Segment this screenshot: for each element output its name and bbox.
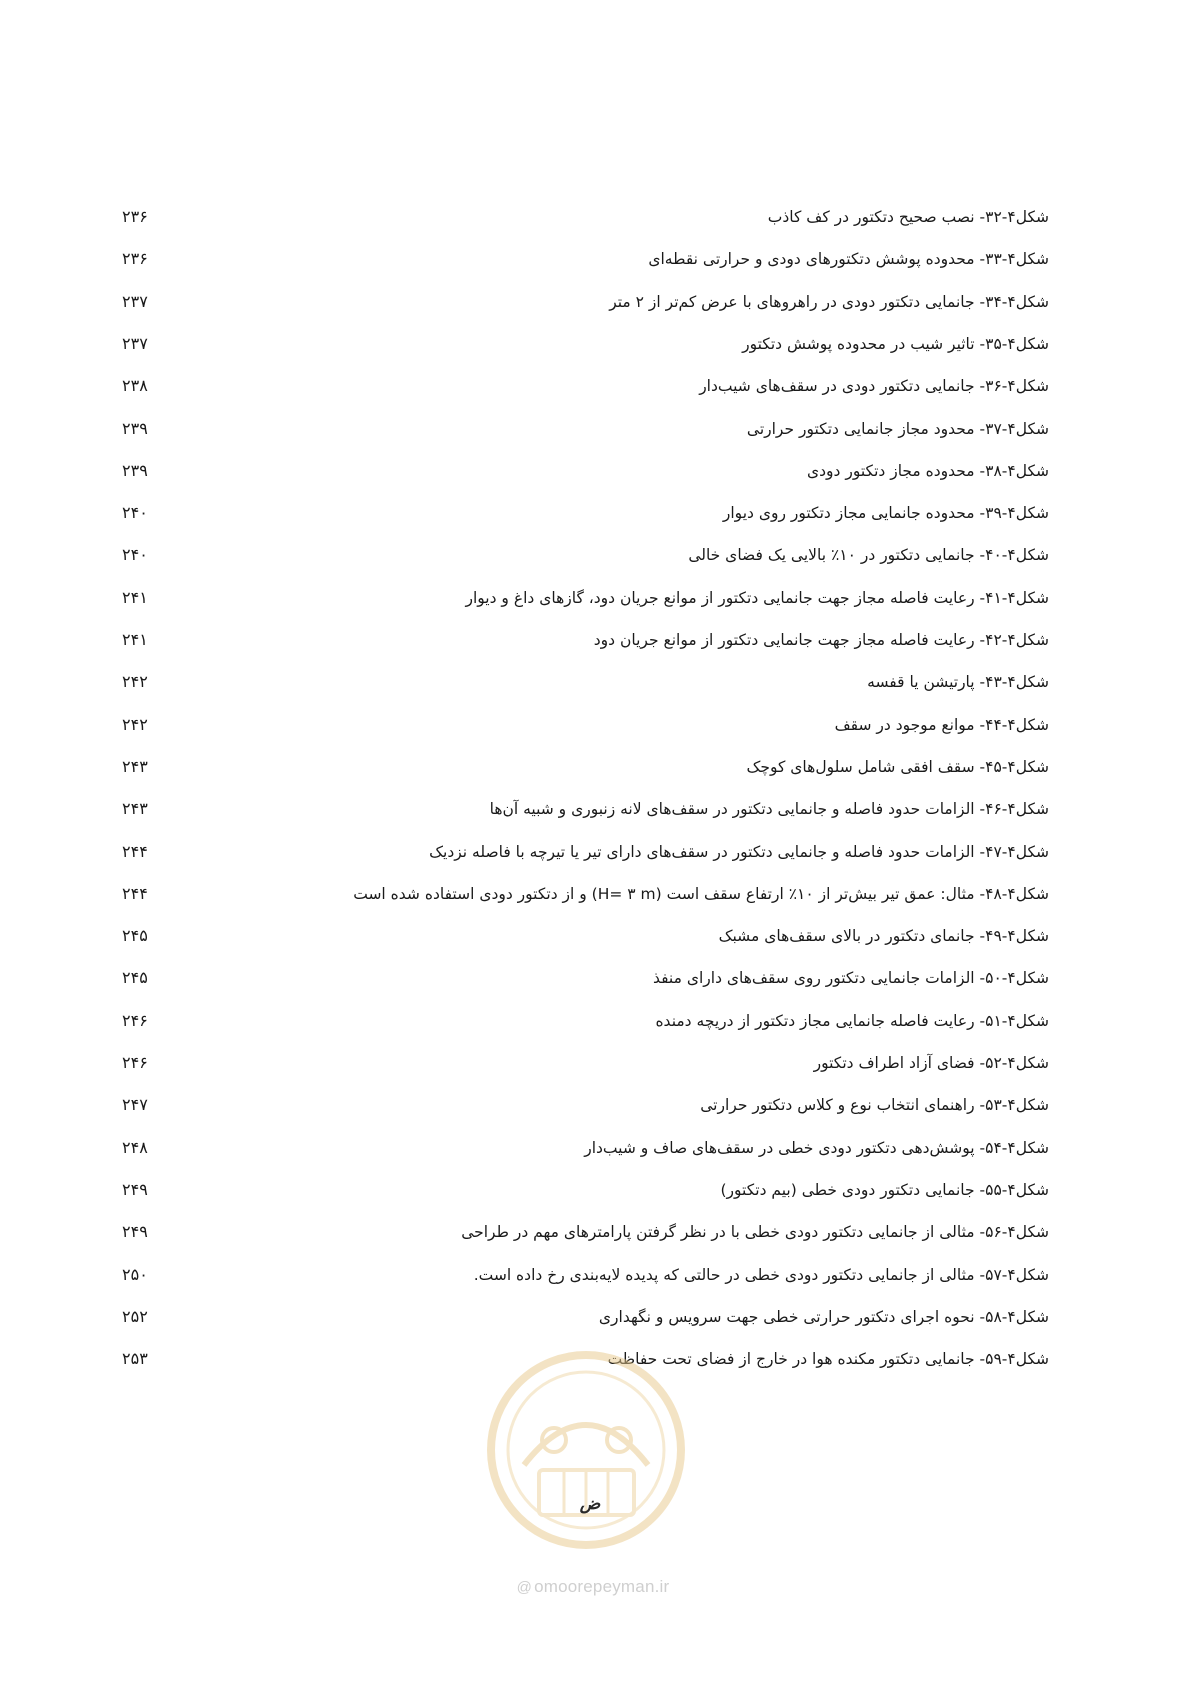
toc-title: شکل۴-۳۸- محدوده مجاز دتکتور دودی [806, 461, 1049, 480]
toc-row [0, 413, 1191, 445]
toc-title: شکل۴-۳۴- جانمایی دتکتور دودی در راهروهای با عرض کم‌تر از ۲ متر [609, 292, 1049, 311]
toc-title: شکل۴-۴۵- سقف افقی شامل سلول‌های کوچک [746, 757, 1049, 776]
figure-list [0, 207, 1191, 1455]
toc-row [0, 1005, 1191, 1037]
toc-page-number: ۲۵۲ [122, 1306, 148, 1326]
toc-title: شکل۴-۴۶- الزامات حدود فاصله و جانمایی دتکتور در سقف‌های لانه زنبوری و شبیه آن‌ها [489, 800, 1049, 819]
toc-row [0, 878, 1191, 910]
page-letter: ض [579, 1494, 601, 1514]
toc-row [0, 1089, 1191, 1121]
toc-page-number: ۲۴۹ [122, 1222, 148, 1242]
toc-title: شکل۴-۳۶- جانمایی دتکتور دودی در سقف‌های شیب‌دار [699, 377, 1049, 396]
toc-title: شکل۴-۵۸- نحوه اجرای دتکتور حرارتی خطی جهت سرویس و نگهداری [598, 1307, 1049, 1326]
toc-page-number: ۲۳۷ [122, 291, 148, 311]
at-sign-icon: @ [516, 1579, 533, 1596]
toc-page-number: ۲۴۸ [122, 1137, 148, 1157]
toc-row [0, 497, 1191, 529]
toc-row [0, 1216, 1191, 1248]
toc-row [0, 1301, 1191, 1333]
toc-title: شکل۴-۴۸- مثال: عمق تیر بیش‌تر از ۱۰٪ ارتفاع سقف است (H= ۳ m) و از دتکتور دودی استفاده شده است [353, 884, 1049, 903]
toc-title: شکل۴-۴۰- جانمایی دتکتور در ۱۰٪ بالایی یک فضای خالی [688, 546, 1049, 565]
toc-row [0, 201, 1191, 233]
toc-row [0, 539, 1191, 571]
toc-row [0, 836, 1191, 868]
toc-row [0, 1132, 1191, 1164]
toc-row [0, 1343, 1191, 1375]
toc-title: شکل۴-۴۳- پارتیشن یا قفسه [867, 673, 1049, 692]
toc-page-number: ۲۳۸ [122, 376, 148, 396]
toc-title: شکل۴-۵۹- جانمایی دتکتور مکنده هوا در خارج از فضای تحت حفاظت [607, 1350, 1049, 1369]
toc-row [0, 962, 1191, 994]
toc-row [0, 1259, 1191, 1291]
toc-title: شکل۴-۵۶- مثالی از جانمایی دتکتور دودی خطی با در نظر گرفتن پارامترهای مهم در طراحی [461, 1223, 1049, 1242]
toc-row [0, 1047, 1191, 1079]
toc-page-number: ۲۴۲ [122, 714, 148, 734]
toc-row [0, 920, 1191, 952]
toc-row [0, 709, 1191, 741]
watermark-url-text: omoorepeyman.ir [534, 1577, 670, 1596]
toc-page-number: ۲۵۳ [122, 1349, 148, 1369]
toc-title: شکل۴-۴۱- رعایت فاصله مجاز جهت جانمایی دتکتور از موانع جریان دود، گازهای داغ و دیوار [465, 588, 1049, 607]
toc-row [0, 624, 1191, 656]
toc-page-number: ۲۴۹ [122, 1179, 148, 1199]
toc-title: شکل۴-۴۴- موانع موجود در سقف [834, 715, 1049, 734]
toc-page-number: ۲۴۴ [122, 883, 148, 903]
toc-title: شکل۴-۳۳- محدوده پوشش دتکتورهای دودی و حرارتی نقطه‌ای [648, 250, 1049, 269]
toc-page-number: ۲۵۰ [122, 1264, 148, 1284]
toc-row [0, 243, 1191, 275]
toc-title: شکل۴-۳۵- تاثیر شیب در محدوده پوشش دتکتور [742, 334, 1049, 353]
toc-title: شکل۴-۴۷- الزامات حدود فاصله و جانمایی دتکتور در سقف‌های دارای تیر یا تیرچه با فاصله نزدیک [429, 842, 1049, 861]
toc-row [0, 370, 1191, 402]
toc-title: شکل۴-۵۴- پوشش‌دهی دتکتور دودی خطی در سقف‌های صاف و شیب‌دار [584, 1138, 1049, 1157]
toc-row [0, 582, 1191, 614]
toc-page-number: ۲۴۵ [122, 926, 148, 946]
toc-page-number: ۲۳۹ [122, 418, 148, 438]
toc-row [0, 286, 1191, 318]
toc-page-number: ۲۳۶ [122, 207, 148, 226]
toc-page-number: ۲۴۱ [122, 630, 148, 649]
toc-row [0, 1174, 1191, 1206]
toc-title: شکل۴-۳۷- محدود مجاز جانمایی دتکتور حرارتی [746, 419, 1049, 438]
toc-title: شکل۴-۳۲- نصب صحیح دتکتور در کف کاذب [767, 208, 1049, 226]
toc-title: شکل۴-۵۱- رعایت فاصله جانمایی مجاز دتکتور از دریچه دمنده [655, 1011, 1049, 1030]
toc-page-number: ۲۴۶ [122, 1010, 148, 1030]
toc-row [0, 328, 1191, 360]
toc-row [0, 751, 1191, 783]
toc-page-number: ۲۴۴ [122, 841, 148, 861]
toc-page-number: ۲۴۷ [122, 1095, 148, 1115]
toc-title: شکل۴-۵۵- جانمایی دتکتور دودی خطی (بیم دتکتور) [720, 1180, 1049, 1199]
toc-page-number: ۲۴۰ [122, 503, 148, 523]
toc-page-number: ۲۴۳ [122, 799, 148, 819]
toc-page-number: ۲۴۶ [122, 1053, 148, 1072]
toc-title: شکل۴-۴۲- رعایت فاصله مجاز جهت جانمایی دتکتور از موانع جریان دود [593, 631, 1049, 649]
toc-row [0, 455, 1191, 487]
toc-title: شکل۴-۵۳- راهنمای انتخاب نوع و کلاس دتکتور حرارتی [700, 1096, 1049, 1115]
toc-page-number: ۲۳۹ [122, 460, 148, 480]
toc-title: شکل۴-۵۲- فضای آزاد اطراف دتکتور [813, 1054, 1049, 1072]
toc-title: شکل۴-۳۹- محدوده جانمایی مجاز دتکتور روی دیوار [722, 504, 1049, 523]
toc-row [0, 793, 1191, 825]
toc-page-number: ۲۴۵ [122, 968, 148, 988]
toc-title: شکل۴-۴۹- جانمای دتکتور در بالای سقف‌های مشبک [718, 927, 1049, 946]
toc-page-number: ۲۳۶ [122, 249, 148, 269]
toc-page-number: ۲۳۷ [122, 333, 148, 353]
toc-page-number: ۲۴۱ [122, 587, 148, 607]
toc-page-number: ۲۴۲ [122, 672, 148, 692]
toc-row [0, 666, 1191, 698]
toc-title: شکل۴-۵۷- مثالی از جانمایی دتکتور دودی خطی در حالتی که پدیده لایه‌بندی رخ داده است. [473, 1265, 1049, 1284]
toc-page-number: ۲۴۳ [122, 756, 148, 776]
toc-page-number: ۲۴۰ [122, 545, 148, 565]
toc-title: شکل۴-۵۰- الزامات جانمایی دتکتور روی سقف‌های دارای منفذ [652, 969, 1049, 988]
watermark-url [498, 1577, 688, 1597]
